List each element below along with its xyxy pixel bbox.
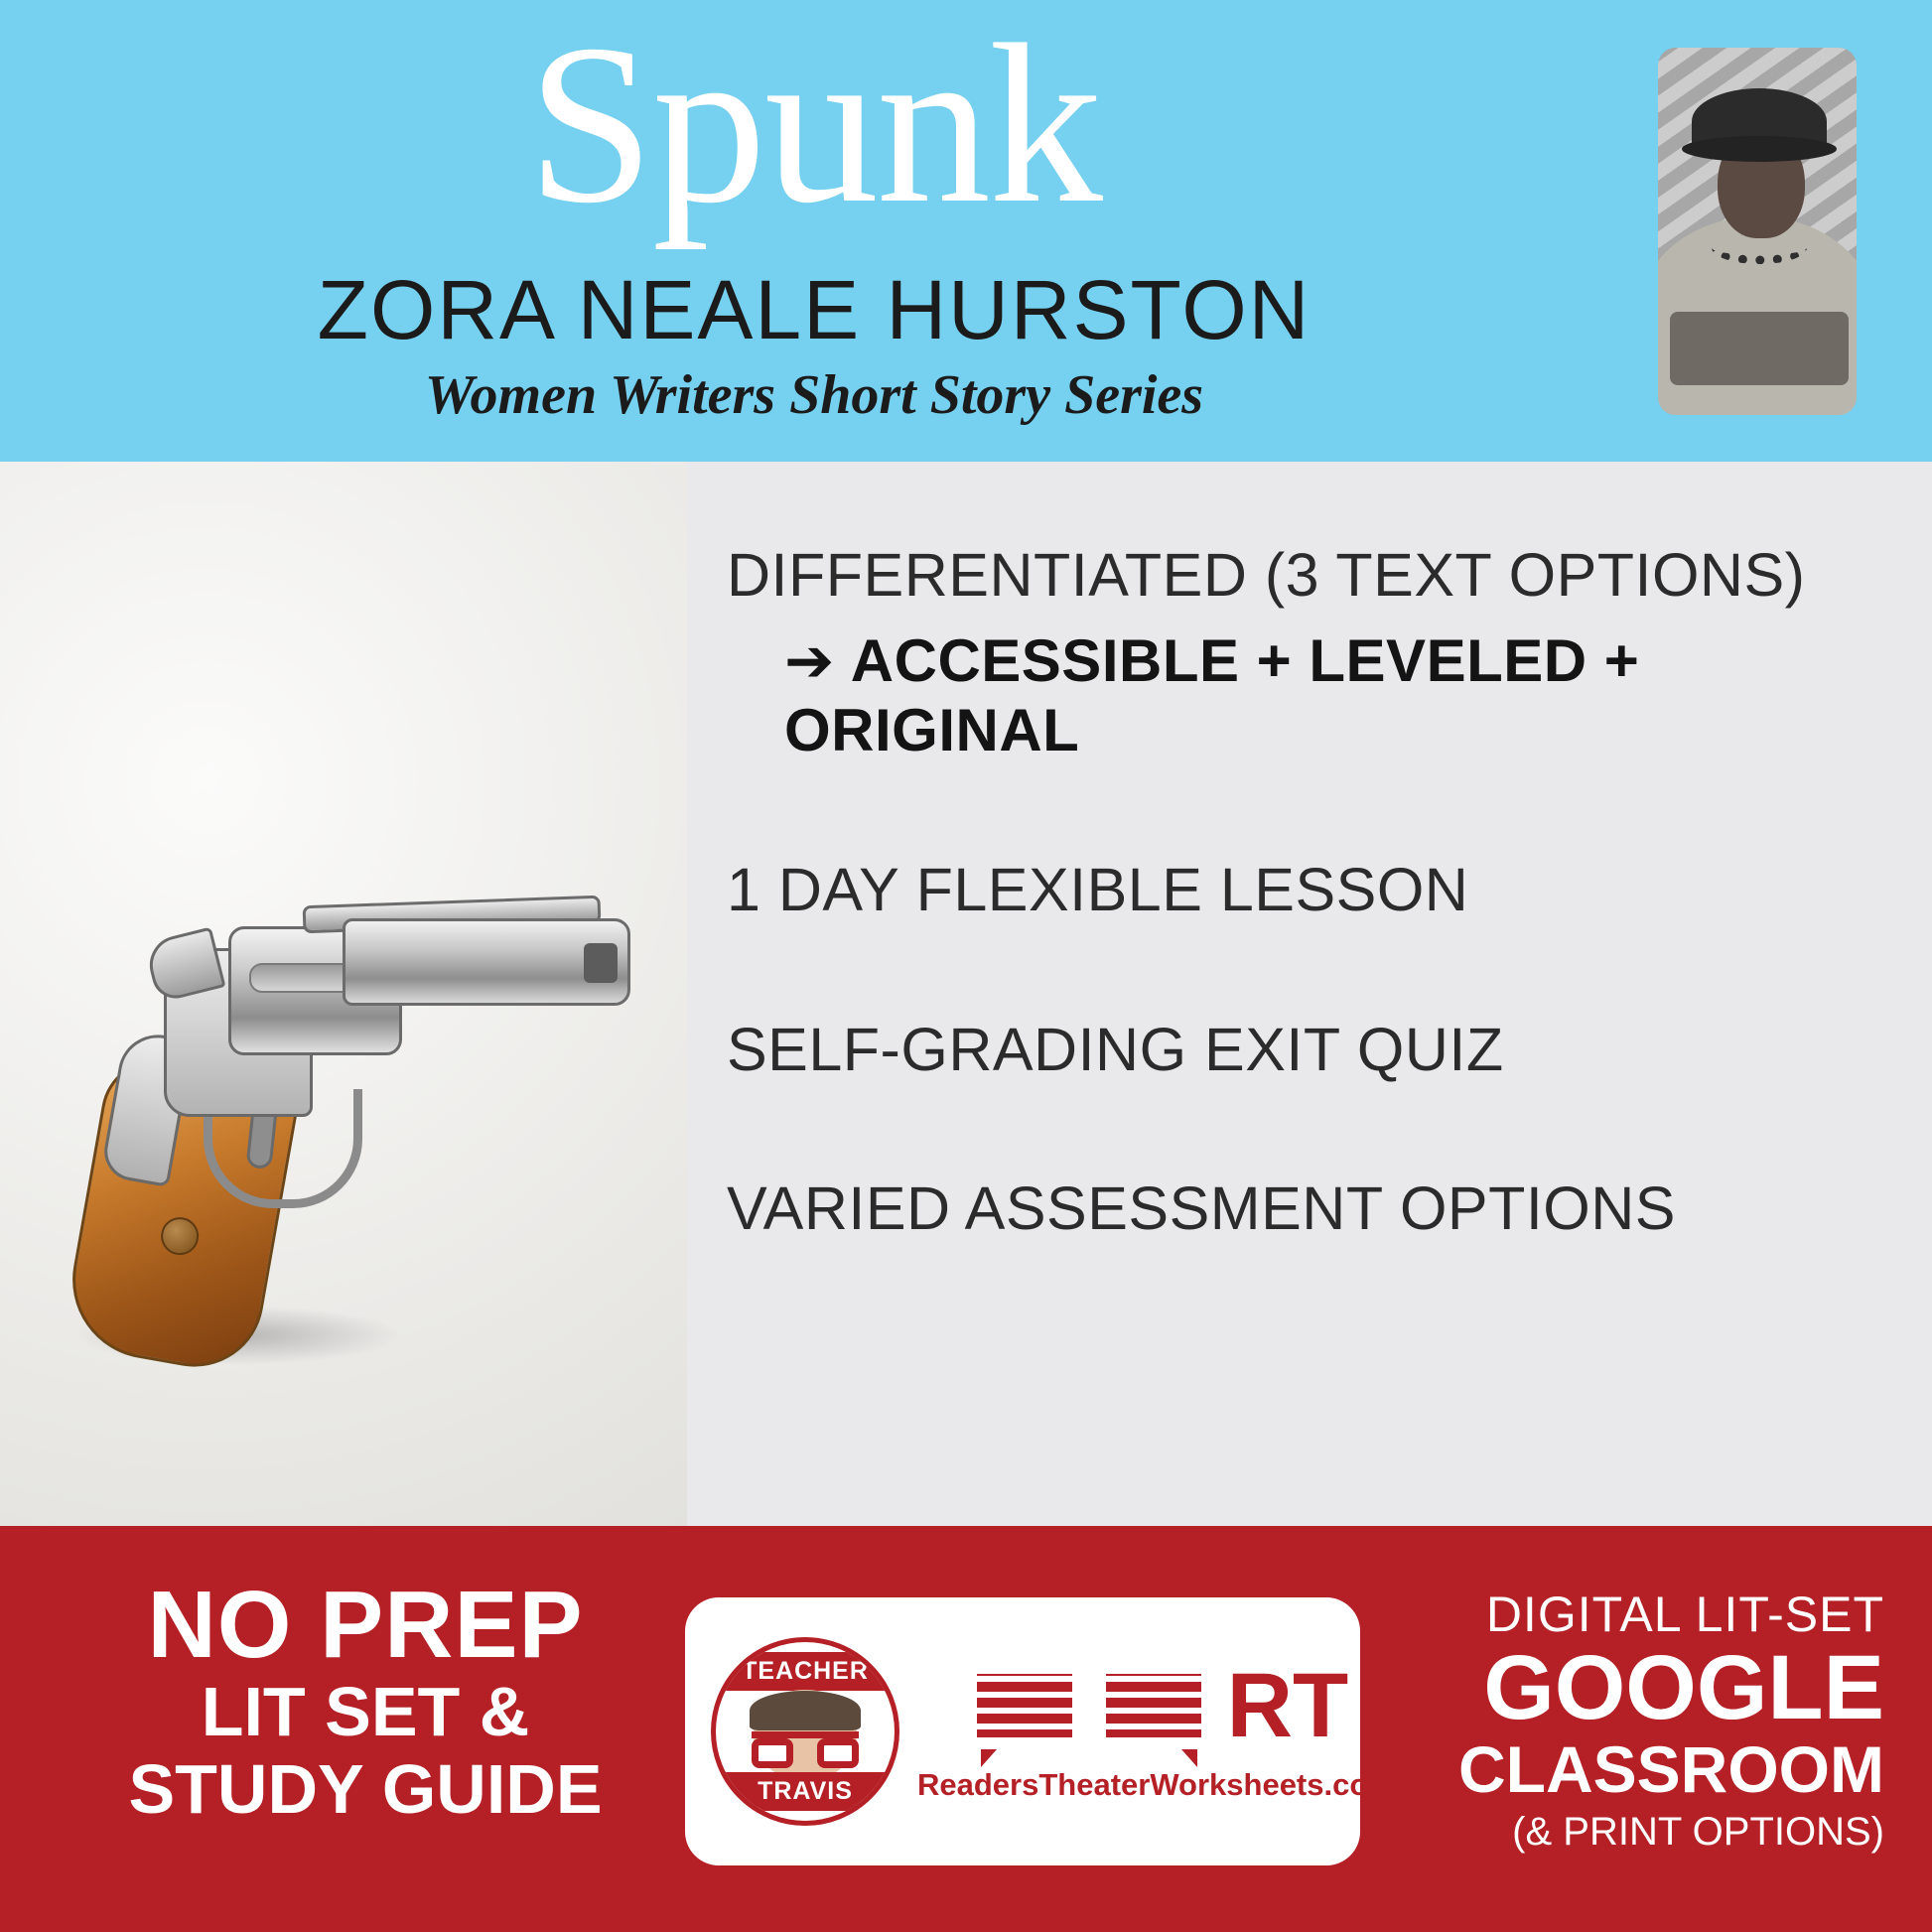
feature-item: SELF-GRADING EXIT QUIZ	[727, 1015, 1504, 1083]
feature-item: DIFFERENTIATED (3 TEXT OPTIONS)	[727, 541, 1806, 609]
feature-item: VARIED ASSESSMENT OPTIONS	[727, 1173, 1676, 1242]
footer-banner	[0, 1526, 1932, 1932]
digital-line-2: GOOGLE	[1483, 1637, 1884, 1738]
portrait-arm	[1670, 312, 1849, 385]
brand-logo	[685, 1597, 1396, 1865]
main-section	[0, 462, 1932, 1526]
brand-website-url: ReadersTheaterWorksheets.com	[917, 1767, 1396, 1802]
rt-logo-row	[965, 1654, 1349, 1756]
portrait-necklace	[1712, 231, 1807, 264]
revolver-illustration	[0, 462, 687, 1526]
feature-item: 1 DAY FLEXIBLE LESSON	[727, 856, 1469, 924]
no-prep-line-3: STUDY GUIDE	[128, 1750, 603, 1829]
digital-block	[1368, 1587, 1884, 1856]
rt-logo-mark	[917, 1654, 1396, 1803]
series-subtitle: Women Writers Short Story Series	[424, 364, 1204, 426]
spacer	[727, 924, 1872, 1016]
spacer	[727, 764, 1872, 856]
no-prep-line-2: LIT SET &	[201, 1673, 530, 1750]
revolver-barrel	[343, 918, 630, 1006]
speech-bubble-icon	[965, 1660, 1084, 1751]
spacer	[727, 1083, 1872, 1174]
badge-bottom-label: TRAVIS	[716, 1772, 895, 1811]
feature-subitem-label: ACCESSIBLE + LEVELED + ORIGINAL	[784, 627, 1640, 764]
no-prep-block	[58, 1572, 673, 1829]
revolver-icon	[55, 839, 650, 1355]
digital-line-3: CLASSROOM	[1458, 1731, 1884, 1806]
feature-list	[687, 462, 1932, 1526]
no-prep-line-1: NO PREP	[147, 1572, 584, 1678]
badge-hair	[750, 1691, 861, 1730]
header-banner	[0, 0, 1932, 462]
rt-initials: RT	[1226, 1654, 1349, 1756]
arrow-icon: ➔	[784, 627, 835, 695]
speech-bubble-icon	[1094, 1660, 1213, 1751]
page-title: Spunk	[527, 0, 1101, 250]
glasses-icon	[752, 1731, 859, 1761]
feature-subitem	[784, 626, 1872, 764]
digital-line-4: (& PRINT OPTIONS)	[1512, 1810, 1884, 1855]
portrait-hat-brim	[1682, 136, 1837, 162]
teacher-travis-badge-icon	[711, 1637, 899, 1826]
digital-line-1: DIGITAL LIT-SET	[1485, 1587, 1884, 1642]
author-portrait-image	[1658, 48, 1857, 415]
badge-top-label: TEACHER	[716, 1652, 895, 1691]
author-name: ZORA NEALE HURSTON	[317, 263, 1311, 356]
